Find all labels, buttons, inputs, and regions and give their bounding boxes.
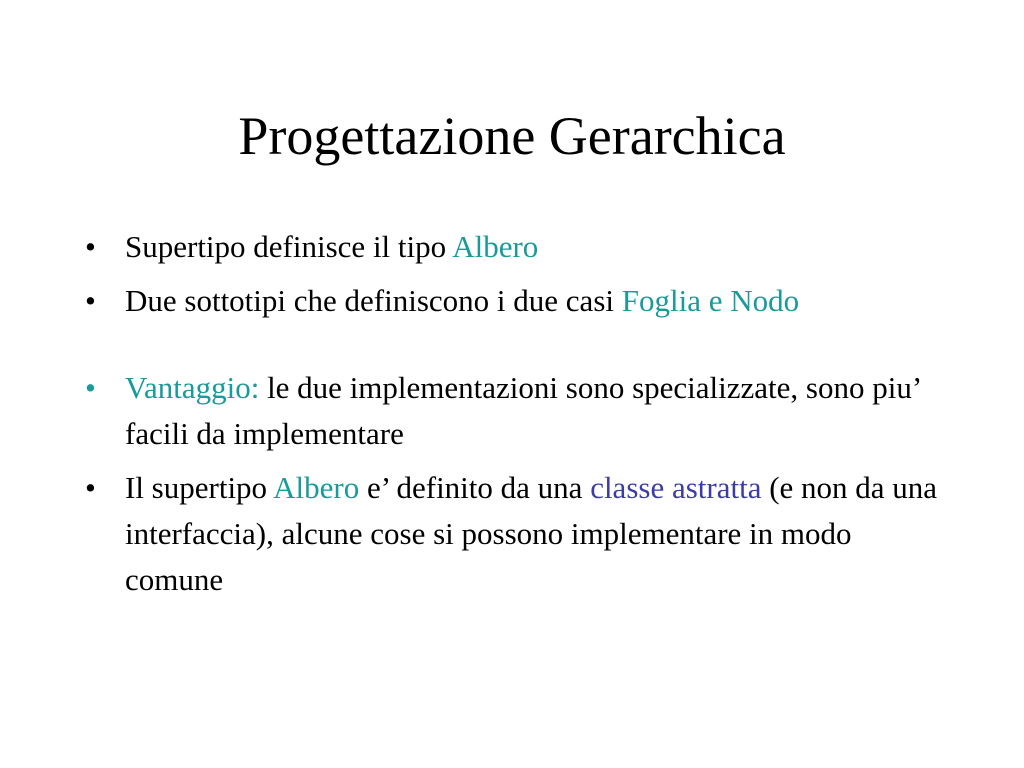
bullet-text: Due sottotipi che definiscono i due casi	[125, 283, 622, 318]
bullet-item	[85, 278, 945, 324]
bullet-list	[85, 224, 945, 611]
bullet-text: Il supertipo	[125, 470, 274, 505]
bullet-item	[85, 465, 945, 603]
bullet-text: e’ definito da una	[359, 470, 591, 505]
slide-title: Progettazione Gerarchica	[238, 106, 786, 166]
highlight-term: Vantaggio:	[125, 370, 260, 405]
bullet-marker: •	[85, 229, 96, 264]
bullet-marker: •	[85, 370, 96, 405]
highlight-term: Foglia e Nodo	[621, 283, 800, 318]
bullet-item	[85, 365, 945, 457]
bullet-text: Supertipo definisce il tipo	[125, 229, 453, 264]
highlight-term: Albero	[452, 229, 539, 264]
bullet-marker: •	[85, 470, 96, 505]
bullet-text: le due implementazioni sono specializzate, sono piu’ facili da implementare	[125, 370, 920, 451]
highlight-term: classe astratta	[590, 470, 762, 505]
bullet-marker: •	[85, 283, 96, 318]
highlight-term: Albero	[273, 470, 360, 505]
bullet-text: (e non da una interfaccia), alcune cose si possono implementare in modo comune	[125, 470, 938, 597]
bullet-item	[85, 224, 945, 270]
